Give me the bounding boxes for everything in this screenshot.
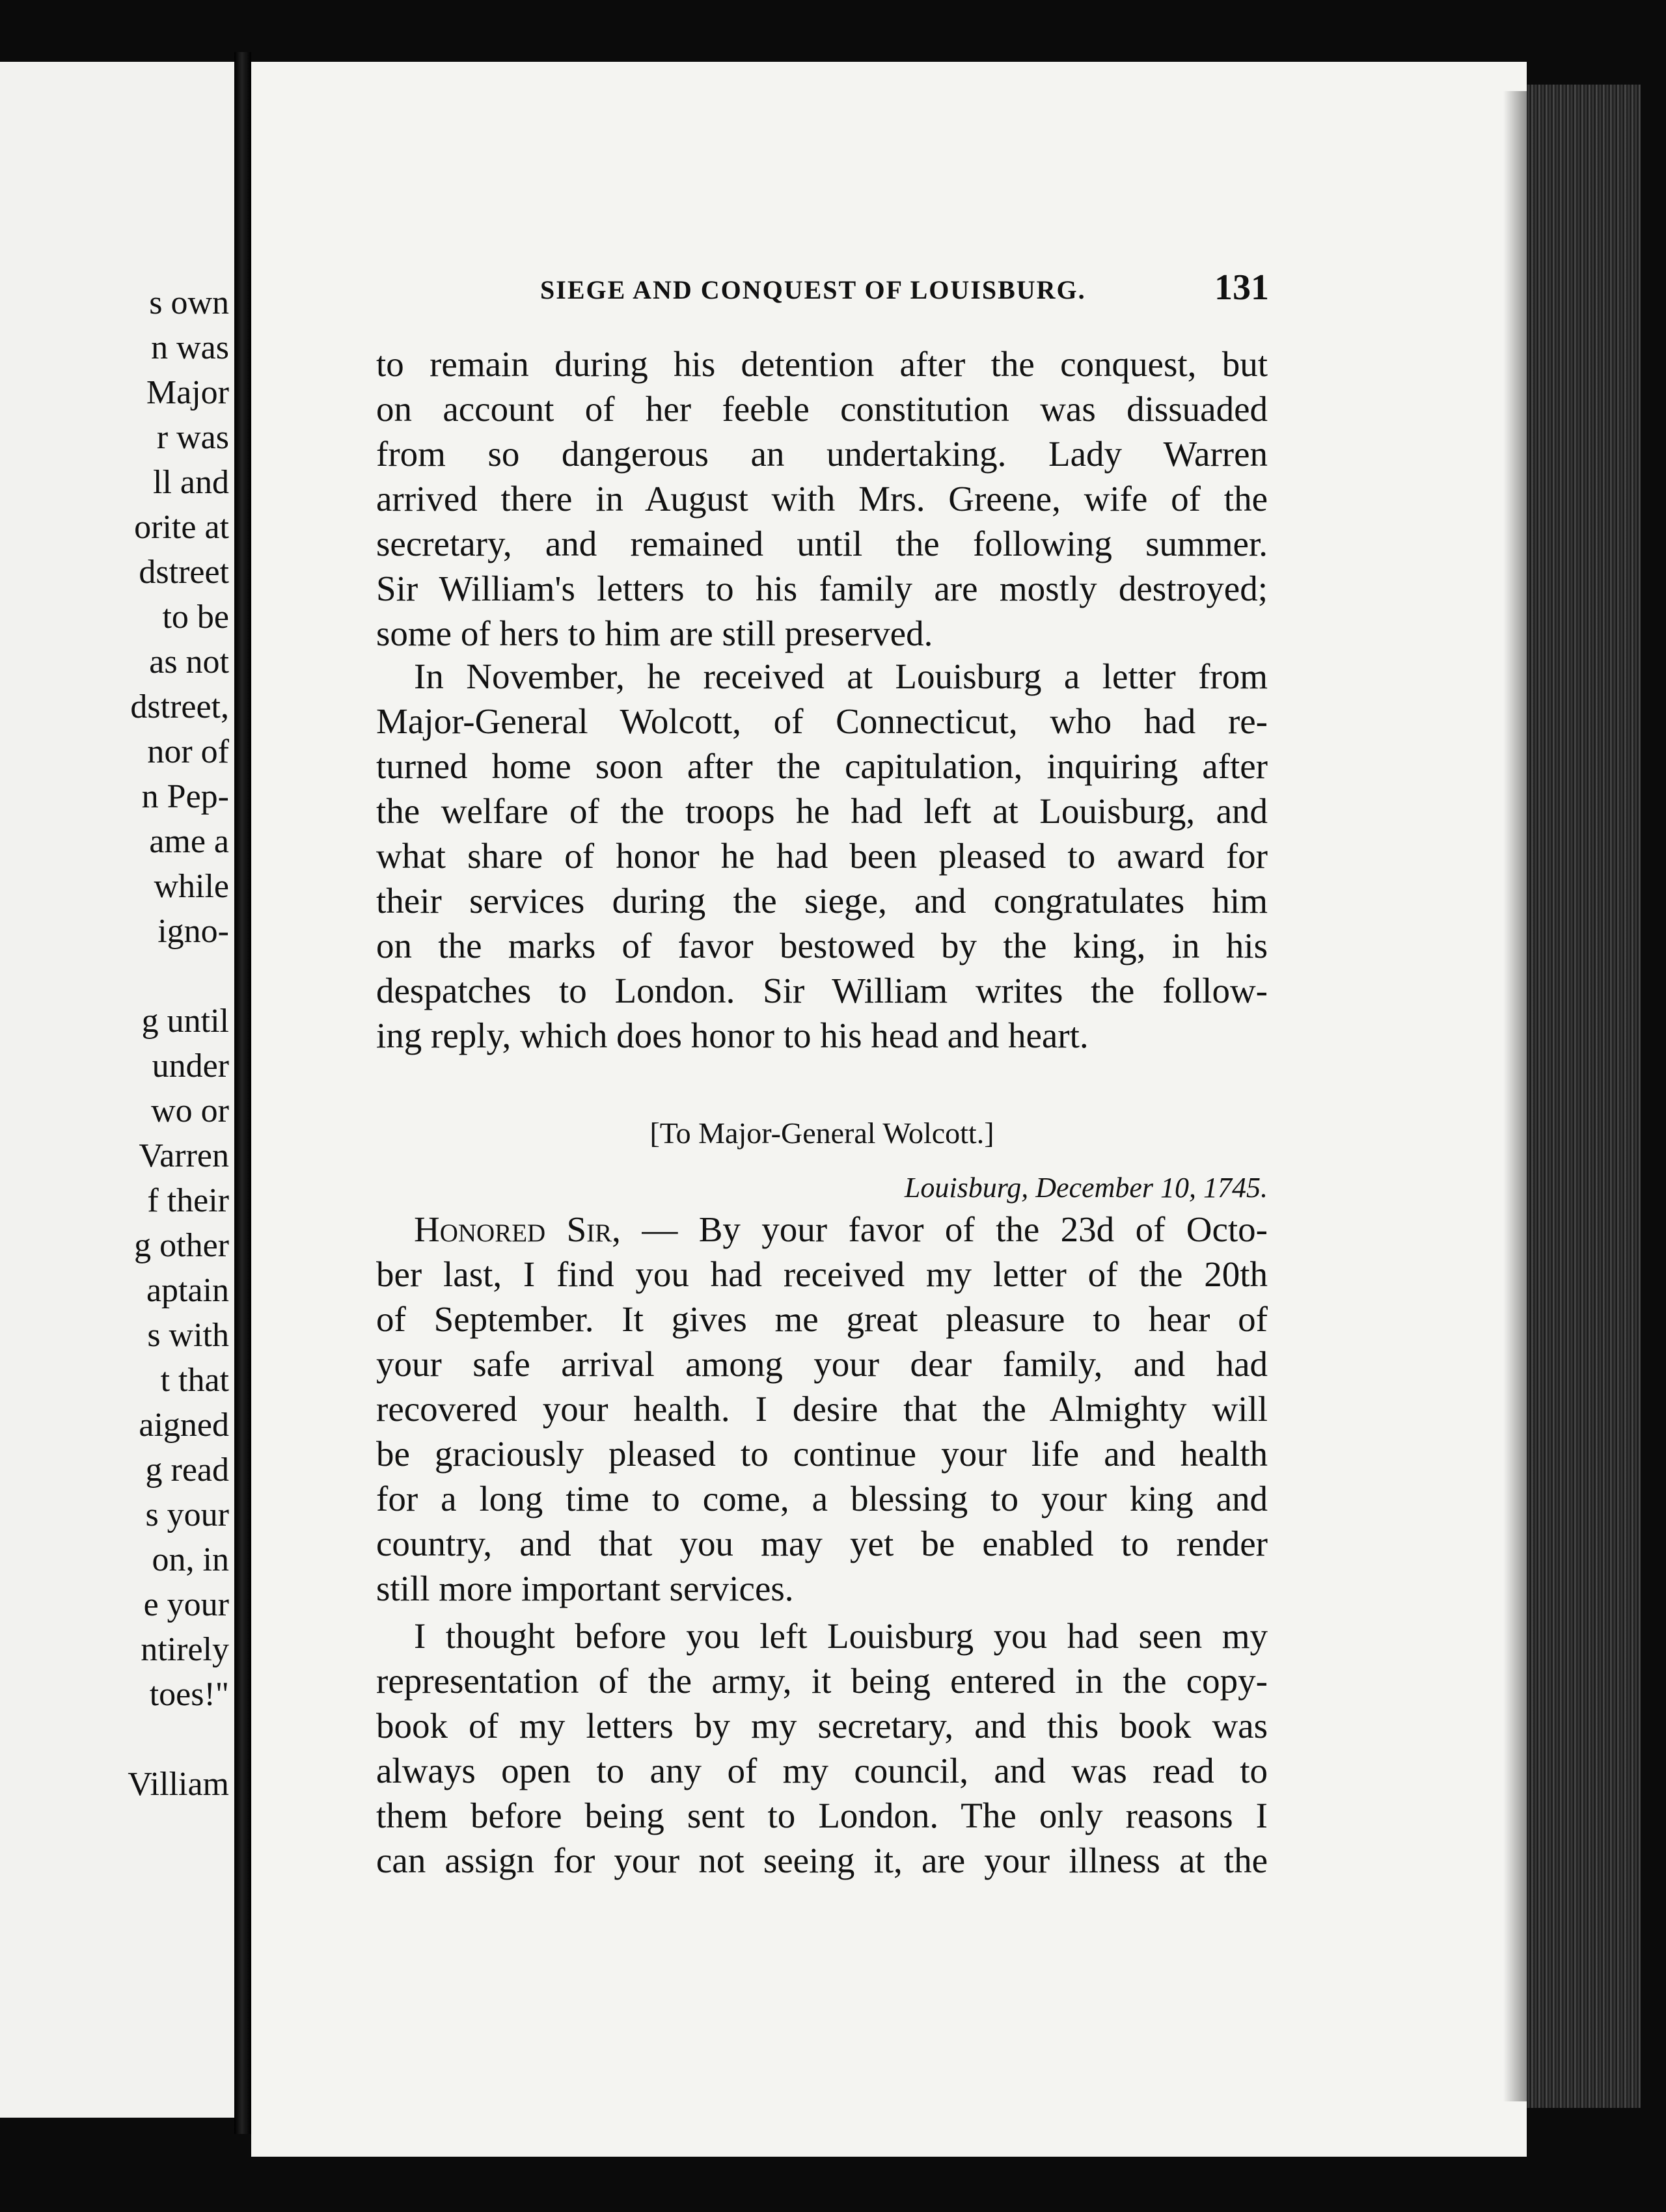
left-page-line: ntirely xyxy=(141,1631,229,1668)
left-page-line: nor of xyxy=(147,733,229,770)
text-line-rest: — By your favor of the 23d of Octo- xyxy=(620,1209,1268,1249)
left-page-line: wo or xyxy=(151,1092,229,1129)
left-page-line: Major xyxy=(146,374,229,411)
text-line: the welfare of the troops he had left at Louisburg, and xyxy=(376,791,1268,831)
book-gutter xyxy=(234,52,251,2134)
page-edge-shadow xyxy=(1503,91,1529,2101)
left-page-line: on, in xyxy=(152,1541,229,1578)
left-page-line: dstreet xyxy=(139,554,229,591)
left-page-line: Villiam xyxy=(128,1766,229,1803)
text-line: of September. It gives me great pleasure to hear of xyxy=(376,1299,1268,1339)
text-line: from so dangerous an undertaking. Lady Warren xyxy=(376,434,1268,474)
text-line: your safe arrival among your dear family, and had xyxy=(376,1344,1268,1384)
left-page-line: dstreet, xyxy=(130,688,229,725)
left-page-line: ame a xyxy=(149,823,229,860)
left-page-line: g read xyxy=(145,1451,229,1489)
text-line: book of my letters by my secretary, and this book was xyxy=(376,1706,1268,1746)
left-page-line: s with xyxy=(147,1317,229,1354)
left-page-line: n was xyxy=(151,329,229,366)
text-line: on account of her feeble constitution was dissuaded xyxy=(376,389,1268,429)
text-line: despatches to London. Sir William writes the follow- xyxy=(376,971,1268,1010)
left-page-line: while xyxy=(154,868,229,905)
letter-dateline: Louisburg, December 10, 1745. xyxy=(904,1172,1268,1204)
text-line: Major-General Wolcott, of Connecticut, who had re- xyxy=(376,701,1268,741)
left-page-line: toes!" xyxy=(149,1676,229,1713)
text-line xyxy=(376,1210,1268,1249)
text-line: secretary, and remained until the following summer. xyxy=(376,524,1268,563)
text-line: be graciously pleased to continue your life and health xyxy=(376,1434,1268,1474)
text-line: on the marks of favor bestowed by the king, in his xyxy=(376,926,1268,965)
text-line: for a long time to come, a blessing to your king and xyxy=(376,1479,1268,1518)
text-line: still more important services. xyxy=(376,1569,794,1608)
text-line: representation of the army, it being entered in the copy- xyxy=(376,1661,1268,1701)
text-line: what share of honor he had been pleased to award for xyxy=(376,836,1268,876)
text-line: their services during the siege, and congratulates him xyxy=(376,881,1268,921)
text-line: ing reply, which does honor to his head and heart. xyxy=(376,1016,1089,1055)
left-page-line: g until xyxy=(141,1003,229,1040)
left-page-line: igno- xyxy=(157,913,229,950)
page-stack-edge xyxy=(1527,85,1641,2108)
left-page-line: s your xyxy=(145,1496,229,1533)
left-page-line: aptain xyxy=(146,1272,229,1309)
text-line: In November, he received at Louisburg a letter from xyxy=(414,656,1268,696)
left-page-line: to be xyxy=(162,599,229,636)
running-head: SIEGE AND CONQUEST OF LOUISBURG. xyxy=(540,275,1086,304)
text-line: country, and that you may yet be enabled to render xyxy=(376,1524,1268,1563)
left-page-line: Varren xyxy=(139,1137,229,1174)
text-line: ber last, I find you had received my letter of the 20th xyxy=(376,1254,1268,1294)
left-page-line: e your xyxy=(143,1586,229,1623)
left-page-line: as not xyxy=(149,643,229,681)
left-page-line: under xyxy=(152,1047,229,1085)
text-line: turned home soon after the capitulation, inquiring after xyxy=(376,746,1268,786)
text-line: some of hers to him are still preserved. xyxy=(376,614,933,653)
page-header xyxy=(540,267,1269,312)
text-line: them before being sent to London. The only reasons I xyxy=(376,1796,1268,1835)
left-page-line: s own xyxy=(149,284,229,321)
left-page-line: r was xyxy=(156,419,229,456)
text-line: I thought before you left Louisburg you had seen my xyxy=(414,1616,1268,1656)
left-page-line: f their xyxy=(147,1182,229,1219)
left-page-line: g other xyxy=(134,1227,229,1264)
text-line: arrived there in August with Mrs. Greene, wife of the xyxy=(376,479,1268,519)
text-line: can assign for your not seeing it, are your illness at the xyxy=(376,1841,1268,1880)
facing-page-left xyxy=(0,62,234,2118)
left-page-line: t that xyxy=(160,1362,229,1399)
left-page-line: orite at xyxy=(134,509,229,546)
letter-heading: [To Major-General Wolcott.] xyxy=(649,1116,994,1150)
text-line: always open to any of my council, and was read to xyxy=(376,1751,1268,1790)
page-number: 131 xyxy=(1214,267,1269,308)
letter-salutation: Honored Sir, xyxy=(414,1209,621,1249)
text-line: recovered your health. I desire that the Almighty will xyxy=(376,1389,1268,1429)
left-page-line: aigned xyxy=(139,1407,229,1444)
left-page-line: ll and xyxy=(153,464,229,501)
text-line: to remain during his detention after the conquest, but xyxy=(376,344,1268,384)
left-page-line: n Pep- xyxy=(141,778,229,815)
text-line: Sir William's letters to his family are mostly destroyed; xyxy=(376,569,1268,608)
